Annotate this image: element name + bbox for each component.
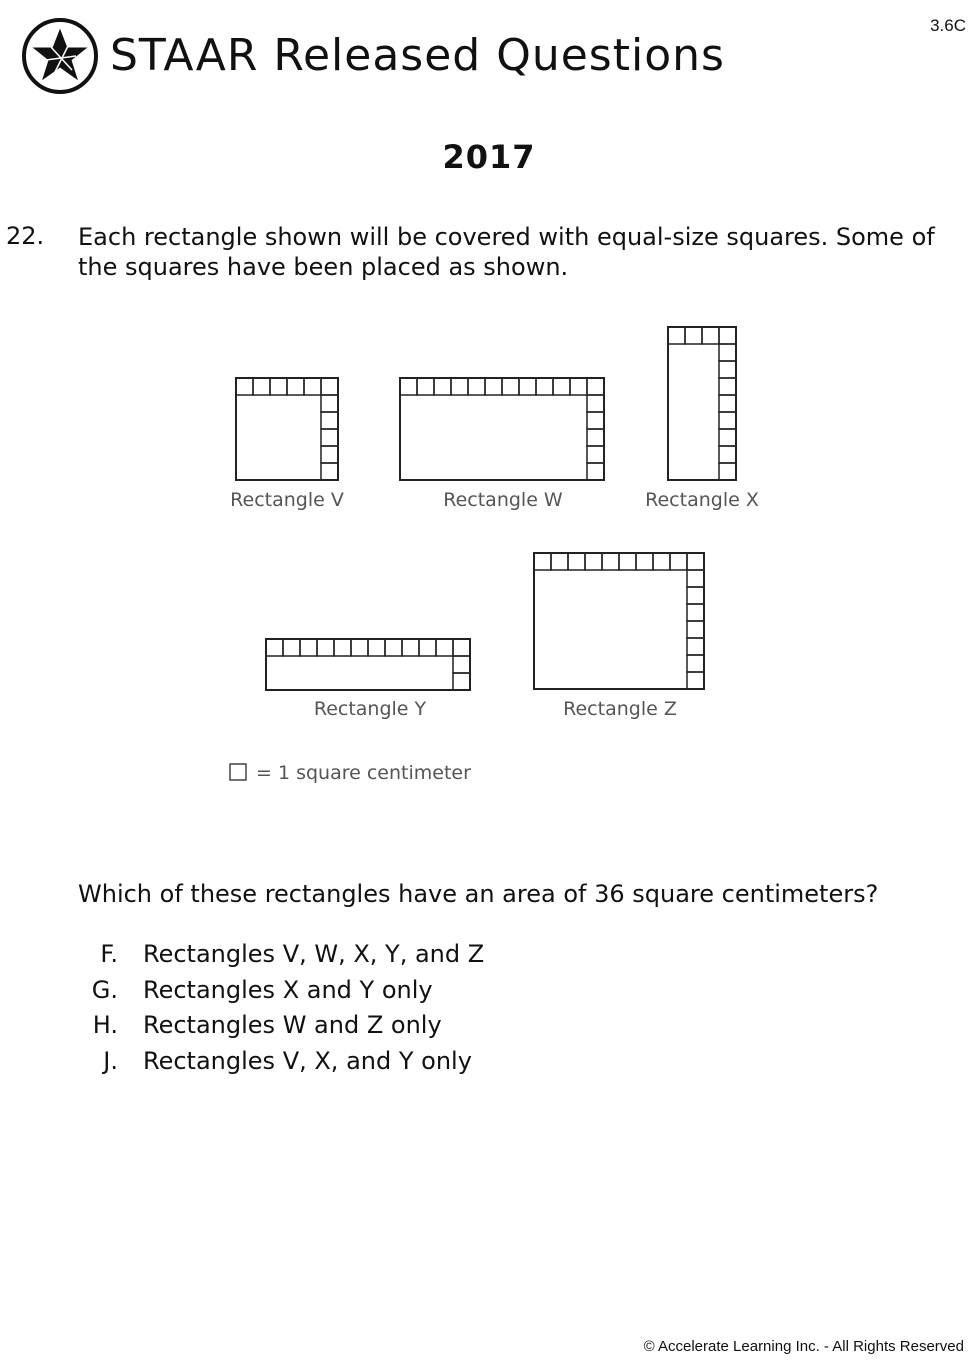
unit-square <box>687 655 704 672</box>
unit-square <box>602 553 619 570</box>
choice-letter: G. <box>91 975 118 1004</box>
unit-square <box>419 639 436 656</box>
unit-square <box>351 639 368 656</box>
unit-square <box>468 378 485 395</box>
unit-square <box>287 378 304 395</box>
year-heading: 2017 <box>442 138 536 176</box>
unit-square <box>687 621 704 638</box>
unit-square <box>551 553 568 570</box>
unit-square <box>719 395 736 412</box>
unit-square <box>321 429 338 446</box>
unit-square <box>317 639 334 656</box>
unit-square <box>587 446 604 463</box>
key-square-icon <box>230 764 246 780</box>
unit-square <box>687 553 704 570</box>
unit-square <box>453 639 470 656</box>
unit-square <box>687 604 704 621</box>
rectangle-label: Rectangle W <box>443 489 563 511</box>
header-title: STAAR Released Questions <box>110 30 725 81</box>
unit-square <box>236 378 253 395</box>
unit-square <box>587 429 604 446</box>
unit-square <box>436 639 453 656</box>
rectangle-w <box>400 378 604 511</box>
unit-square <box>321 395 338 412</box>
unit-square <box>321 463 338 480</box>
unit-square <box>321 412 338 429</box>
unit-square <box>719 344 736 361</box>
rectangle-label: Rectangle V <box>230 489 344 511</box>
unit-square <box>304 378 321 395</box>
rectangle-outline <box>534 553 704 689</box>
unit-square <box>687 638 704 655</box>
unit-square <box>619 553 636 570</box>
unit-square <box>270 378 287 395</box>
rectangle-z <box>534 553 704 720</box>
unit-square <box>402 639 419 656</box>
rectangle-label: Rectangle X <box>645 489 759 511</box>
unit-square <box>719 361 736 378</box>
unit-square <box>587 412 604 429</box>
unit-square <box>570 378 587 395</box>
rectangle-y <box>266 639 470 720</box>
choice-letter: F. <box>100 940 118 968</box>
unit-square <box>368 639 385 656</box>
choice-letter: H. <box>92 1011 118 1039</box>
unit-square <box>253 378 270 395</box>
unit-square <box>653 553 670 570</box>
unit-square <box>687 587 704 604</box>
choice-text: Rectangles V, W, X, Y, and Z <box>143 940 485 968</box>
rectangle-label: Rectangle Z <box>563 698 677 720</box>
unit-square <box>719 378 736 395</box>
unit-square <box>453 673 470 690</box>
unit-square <box>719 429 736 446</box>
unit-square <box>536 378 553 395</box>
question-text: Each rectangle shown will be covered with equal-size squares. Some of the squares have been placed as shown. <box>78 223 935 281</box>
unit-square <box>321 446 338 463</box>
unit-square <box>519 378 536 395</box>
unit-square <box>417 378 434 395</box>
unit-square <box>321 378 338 395</box>
unit-square <box>719 446 736 463</box>
unit-square <box>485 378 502 395</box>
unit-square <box>587 378 604 395</box>
unit-square <box>300 639 317 656</box>
unit-square <box>636 553 653 570</box>
unit-square <box>719 463 736 480</box>
unit-square <box>553 378 570 395</box>
unit-square <box>702 327 719 344</box>
question-number: 22. <box>6 222 45 250</box>
unit-square <box>568 553 585 570</box>
rectangle-x <box>645 327 759 511</box>
rectangle-outline <box>668 327 736 480</box>
unit-square <box>685 327 702 344</box>
rectangle-label: Rectangle Y <box>313 698 427 720</box>
standard-code: 3.6C <box>930 16 966 35</box>
unit-square <box>283 639 300 656</box>
unit-square <box>534 553 551 570</box>
choice-text: Rectangles X and Y only <box>143 975 433 1004</box>
key-label: = 1 square centimeter <box>256 762 471 784</box>
unit-square <box>670 553 687 570</box>
unit-square <box>687 570 704 587</box>
unit-square <box>587 463 604 480</box>
unit-square <box>719 412 736 429</box>
rectangle-v <box>230 378 344 511</box>
unit-square <box>668 327 685 344</box>
copyright-footer: © Accelerate Learning Inc. - All Rights Reserved <box>643 1338 964 1355</box>
question-prompt: Which of these rectangles have an area of 36 square centimeters? <box>78 880 879 908</box>
choice-text: Rectangles W and Z only <box>143 1011 442 1039</box>
unit-square <box>587 395 604 412</box>
unit-square <box>451 378 468 395</box>
unit-square <box>687 672 704 689</box>
unit-square <box>385 639 402 656</box>
choice-letter: J. <box>103 1046 118 1075</box>
unit-square <box>434 378 451 395</box>
unit-square <box>334 639 351 656</box>
unit-square <box>453 656 470 673</box>
unit-square <box>400 378 417 395</box>
unit-square <box>502 378 519 395</box>
unit-square <box>719 327 736 344</box>
unit-square <box>585 553 602 570</box>
choice-text: Rectangles V, X, and Y only <box>143 1046 472 1075</box>
unit-square <box>266 639 283 656</box>
